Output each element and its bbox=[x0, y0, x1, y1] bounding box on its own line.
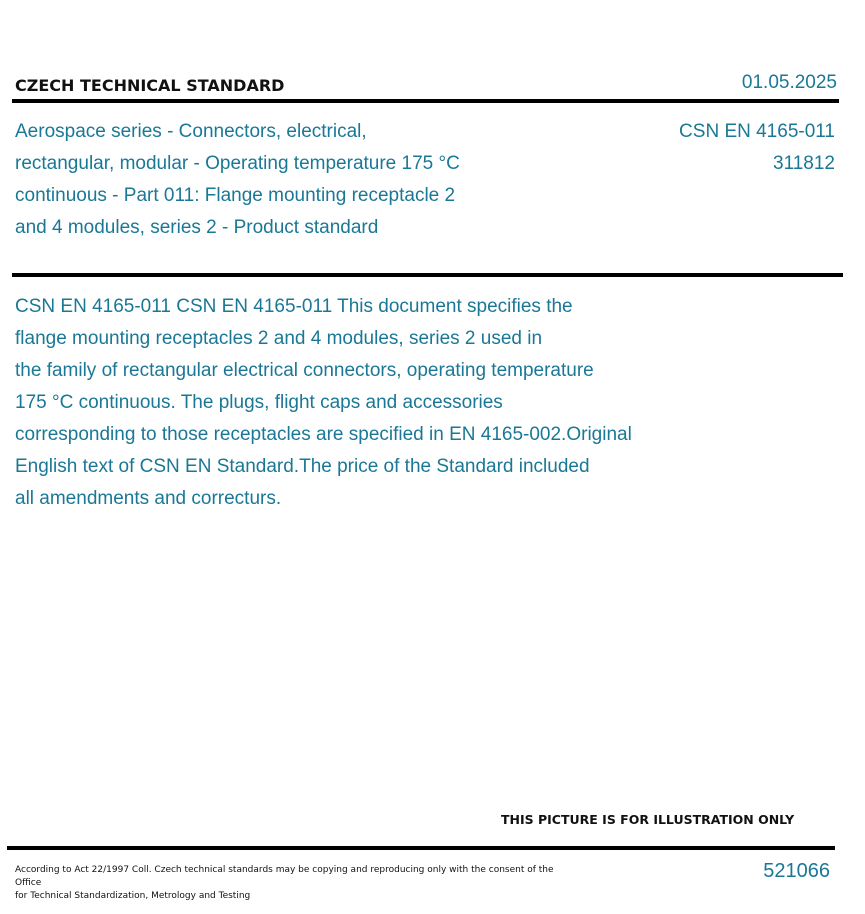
title-divider bbox=[12, 273, 843, 277]
illustration-disclaimer: THIS PICTURE IS FOR ILLUSTRATION ONLY bbox=[501, 812, 795, 827]
footer-divider bbox=[7, 846, 835, 850]
standard-number: CSN EN 4165-011 bbox=[679, 121, 835, 142]
header-divider bbox=[12, 99, 839, 103]
standard-description: CSN EN 4165-011 CSN EN 4165-011 This document specifies the flange mounting receptacles 2 and 4 modules, series 2 used in the family of rectangular electrical connectors, operating temperature 175 °C continuous. The plugs, flight caps and accessories corresponding to those receptacles are specified in EN 4165-002.Original English text of CSN EN Standard.The price of the Standard included all amendments and correcturs. bbox=[15, 296, 632, 509]
footer-code: 521066 bbox=[763, 860, 830, 882]
document-category-title: CZECH TECHNICAL STANDARD bbox=[15, 76, 285, 95]
catalog-number: 311812 bbox=[773, 153, 835, 174]
legal-note: According to Act 22/1997 Coll. Czech technical standards may be copying and reproducing only with the consent of the Office for Technical Standardization, Metrology and Testing bbox=[15, 865, 554, 901]
publication-date: 01.05.2025 bbox=[741, 72, 837, 93]
standard-title: Aerospace series - Connectors, electrical, rectangular, modular - Operating temperature 175 °C continuous - Part 011: Flange mounting receptacle 2 and 4 modules, series 2 - Product standard bbox=[15, 121, 460, 238]
